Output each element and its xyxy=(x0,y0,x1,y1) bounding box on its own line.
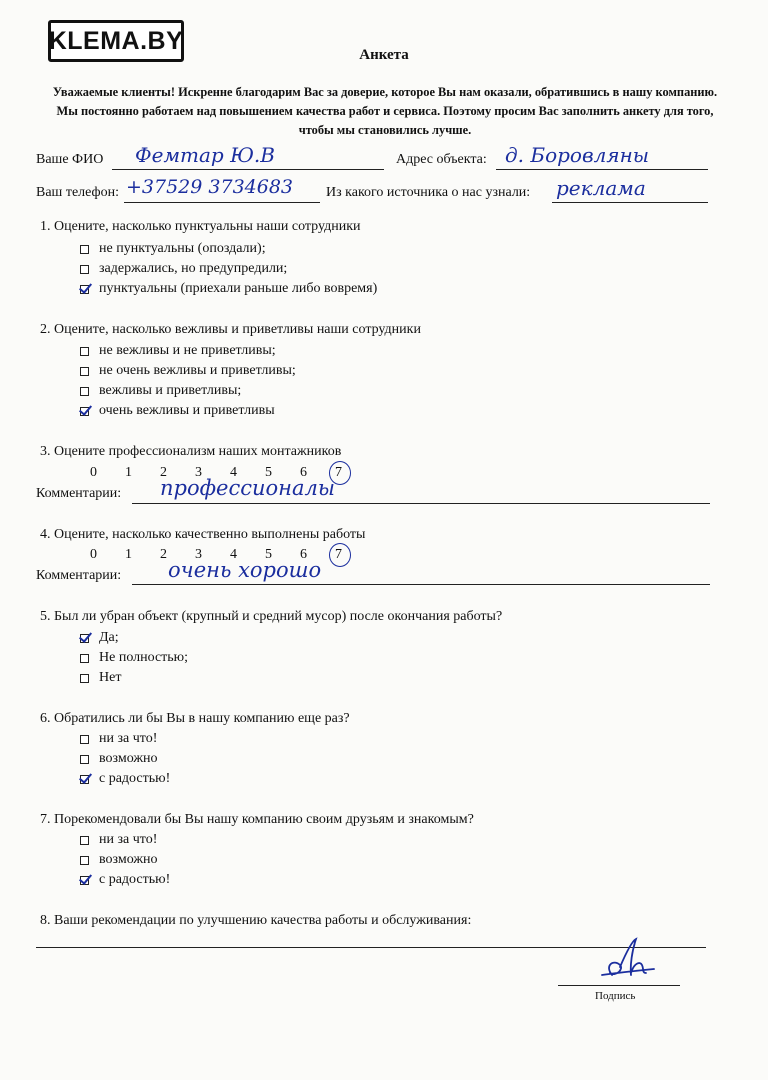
q3-comment-label: Комментарии: xyxy=(36,486,122,501)
q3-rating-7[interactable]: 7 xyxy=(335,465,370,481)
signature-line[interactable] xyxy=(558,985,680,986)
q5-option-3[interactable]: Нет xyxy=(80,670,121,686)
phone-label: Ваш телефон: xyxy=(36,185,119,200)
q2-option-4[interactable]: очень вежливы и приветливы xyxy=(80,403,275,419)
q3-rating-1[interactable]: 1 xyxy=(125,465,132,480)
q2-option-1[interactable]: не вежливы и не приветливы; xyxy=(80,343,276,359)
q5-checkbox-1[interactable] xyxy=(80,634,89,643)
phone-value[interactable]: +37529 3734683 xyxy=(126,176,294,198)
q4-rating-2[interactable]: 2 xyxy=(160,547,167,562)
q6-checkbox-1[interactable] xyxy=(80,735,89,744)
q7-option-2[interactable]: возможно xyxy=(80,852,158,868)
form-title: Анкета xyxy=(359,47,409,63)
q4-comment-underline xyxy=(132,584,710,585)
q5-option-2[interactable]: Не полностью; xyxy=(80,650,188,666)
q5-checkbox-2[interactable] xyxy=(80,654,89,663)
q7-option-3[interactable]: с радостью! xyxy=(80,872,170,888)
q2-checkbox-1[interactable] xyxy=(80,347,89,356)
name-label: Ваше ФИО xyxy=(36,152,104,167)
q7-checkbox-2[interactable] xyxy=(80,856,89,865)
q4-rating-6[interactable]: 6 xyxy=(300,547,307,562)
q3-rating-2[interactable]: 2 xyxy=(160,465,167,480)
q6-option-2[interactable]: возможно xyxy=(80,751,158,767)
q6-option-3[interactable]: с радостью! xyxy=(80,771,170,787)
q2-option-2[interactable]: не очень вежливы и приветливы; xyxy=(80,363,296,379)
question-1-title: 1. Оцените, насколько пунктуальны наши сотрудники xyxy=(40,219,361,234)
address-value[interactable]: д. Боровляны xyxy=(505,143,650,167)
q3-rating-4[interactable]: 4 xyxy=(230,465,237,480)
q6-checkbox-3[interactable] xyxy=(80,775,89,784)
q1-checkbox-1[interactable] xyxy=(80,245,89,254)
q1-checkbox-2[interactable] xyxy=(80,265,89,274)
question-5-title: 5. Был ли убран объект (крупный и средний мусор) после окончания работы? xyxy=(40,609,503,624)
question-7-title: 7. Порекомендовали бы Вы нашу компанию своим друзьям и знакомым? xyxy=(40,812,474,827)
question-6-title: 6. Обратились ли бы Вы в нашу компанию еще раз? xyxy=(40,711,350,726)
q3-rating-5[interactable]: 5 xyxy=(265,465,272,480)
q3-comment-value[interactable]: профессионалы xyxy=(160,476,335,500)
q4-comment-label: Комментарии: xyxy=(36,568,122,583)
q2-checkbox-4[interactable] xyxy=(80,407,89,416)
q1-checkbox-3[interactable] xyxy=(80,285,89,294)
address-underline xyxy=(496,169,708,170)
q1-option-2[interactable]: задержались, но предупредили; xyxy=(80,261,287,277)
phone-underline xyxy=(124,202,320,203)
q4-rating-0[interactable]: 0 xyxy=(90,547,97,562)
intro-text: Уважаемые клиенты! Искренне благодарим Вас за доверие, которое Вы нам оказали, обратившись в нашу компанию. Мы постоянно работаем над повышением качества работ и сервиса. Поэтому просим Вас заполнить анкету для того, чтобы мы становились лучше. xyxy=(52,85,718,137)
question-3-title: 3. Оцените профессионализм наших монтажников xyxy=(40,444,342,459)
q6-option-1[interactable]: ни за что! xyxy=(80,731,157,747)
q6-checkbox-2[interactable] xyxy=(80,755,89,764)
q7-checkbox-1[interactable] xyxy=(80,836,89,845)
address-label: Адрес объекта: xyxy=(396,152,487,167)
q2-option-3[interactable]: вежливы и приветливы; xyxy=(80,383,241,399)
signature-label: Подпись xyxy=(595,990,636,1002)
q4-rating-4[interactable]: 4 xyxy=(230,547,237,562)
q4-rating-5[interactable]: 5 xyxy=(265,547,272,562)
question-8-title: 8. Ваши рекомендации по улучшению качества работы и обслуживания: xyxy=(40,913,472,928)
q4-rating-7[interactable]: 7 xyxy=(335,547,370,563)
q3-comment-underline xyxy=(132,503,710,504)
q7-option-1[interactable]: ни за что! xyxy=(80,832,157,848)
q5-checkbox-3[interactable] xyxy=(80,674,89,683)
q7-checkbox-3[interactable] xyxy=(80,876,89,885)
source-label: Из какого источника о нас узнали: xyxy=(326,185,531,200)
source-value[interactable]: реклама xyxy=(556,176,646,200)
q5-option-1[interactable]: Да; xyxy=(80,630,119,646)
q3-rating-3[interactable]: 3 xyxy=(195,465,202,480)
q3-rating-6[interactable]: 6 xyxy=(300,465,307,480)
q1-option-1[interactable]: не пунктуальны (опоздали); xyxy=(80,241,266,257)
q4-selected-circle xyxy=(329,543,351,567)
name-underline xyxy=(112,169,384,170)
q4-comment-value[interactable]: очень хорошо xyxy=(168,558,322,582)
q4-rating-1[interactable]: 1 xyxy=(125,547,132,562)
question-2-title: 2. Оцените, насколько вежливы и приветливы наши сотрудники xyxy=(40,322,421,337)
company-logo: KLEMA.BY xyxy=(48,20,184,62)
name-value[interactable]: Фемтар Ю.В xyxy=(135,143,275,167)
question-4-title: 4. Оцените, насколько качественно выполнены работы xyxy=(40,527,366,542)
q4-rating-3[interactable]: 3 xyxy=(195,547,202,562)
q2-checkbox-2[interactable] xyxy=(80,367,89,376)
handwritten-signature xyxy=(590,935,660,985)
q1-option-3[interactable]: пунктуальны (приехали раньше либо вовремя) xyxy=(80,281,377,297)
q3-rating-0[interactable]: 0 xyxy=(90,465,97,480)
q2-checkbox-3[interactable] xyxy=(80,387,89,396)
source-underline xyxy=(552,202,708,203)
